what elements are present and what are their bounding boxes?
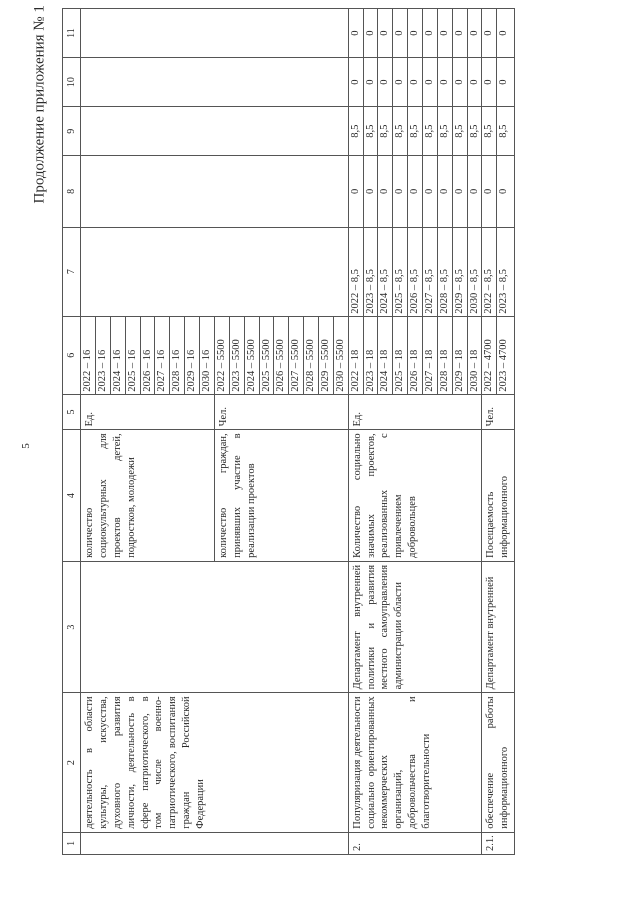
value: 2029 – 18 [453, 317, 468, 394]
empty-cell [81, 227, 348, 316]
col-header: 10 [63, 58, 81, 107]
value: 8,5 [498, 124, 510, 138]
table-row [348, 9, 482, 855]
value: 0 [349, 58, 364, 106]
unit: Ед. [81, 394, 215, 430]
value: 2026 – 18 [408, 317, 423, 394]
col10-values [482, 58, 515, 107]
indicator-name: количество социокультурных для проектов детей, подростков, молодежи [81, 430, 215, 562]
value: 8,5 [438, 107, 453, 155]
unit: Чел. [214, 394, 348, 430]
value: 0 [349, 9, 364, 57]
value: 0 [482, 9, 497, 57]
value: 2029 – 8,5 [453, 228, 468, 316]
executor: Департамент внутренней [482, 561, 515, 693]
col-header: 7 [63, 227, 81, 316]
col-header: 2 [63, 693, 81, 832]
col11-values [482, 9, 515, 58]
value: 2027 – 5500 [289, 317, 304, 394]
value: 2023 – 8,5 [364, 228, 379, 316]
value: 2026 – 16 [141, 317, 156, 394]
value: 0 [364, 9, 379, 57]
col-header: 5 [63, 394, 81, 430]
value: 0 [423, 9, 438, 57]
table-row [482, 9, 515, 855]
empty-cell [81, 58, 348, 107]
value: 0 [408, 58, 423, 106]
value: 2028 – 8,5 [438, 228, 453, 316]
value: 2023 – 5500 [230, 317, 245, 394]
indicator-values [214, 316, 348, 394]
value: 0 [498, 79, 510, 85]
value: 2030 – 16 [201, 349, 213, 392]
event-name: Популяризация деятельности социально ориентированных некоммерческих организаций, добровольчества и благотворительности [348, 693, 482, 832]
col-header: 11 [63, 9, 81, 58]
value: 0 [378, 9, 393, 57]
funding-values [482, 227, 515, 316]
value: 2022 – 8,5 [349, 228, 364, 316]
value: 2028 – 18 [438, 317, 453, 394]
value: 2022 – 18 [349, 317, 364, 394]
row-number: 2. [348, 832, 482, 854]
value: 2023 – 4700 [498, 339, 510, 392]
value: 0 [453, 58, 468, 106]
value: 0 [498, 188, 510, 195]
value: 2026 – 8,5 [408, 228, 423, 316]
executor [81, 561, 348, 693]
empty-cell [81, 107, 348, 156]
indicator-values [348, 316, 482, 394]
value: 0 [349, 156, 364, 226]
value: 2023 – 18 [364, 317, 379, 394]
value: 0 [438, 156, 453, 226]
row-number [81, 832, 348, 854]
value: 2028 – 5500 [304, 317, 319, 394]
value: 0 [364, 156, 379, 226]
header-row [63, 9, 81, 855]
value: 2030 – 5500 [334, 339, 346, 392]
event-name: обеспечение работы информационного [482, 693, 515, 832]
executor: Департамент внутренней политики и развития местного самоуправления администрации области [348, 561, 482, 693]
value: 2029 – 5500 [319, 317, 334, 394]
value: 8,5 [378, 107, 393, 155]
col-header: 3 [63, 561, 81, 693]
indicator-name: количество граждан, принявших участие в реализации проектов [214, 430, 348, 562]
value: 0 [498, 30, 510, 36]
page-number: 5 [19, 443, 32, 449]
value: 8,5 [453, 107, 468, 155]
value: 8,5 [423, 107, 438, 155]
value: 0 [438, 9, 453, 57]
indicator-name: Посещаемость информационного [482, 430, 515, 562]
empty-cell [81, 9, 348, 58]
value: 0 [468, 188, 480, 195]
indicator-values [482, 316, 515, 394]
value: 0 [468, 79, 480, 85]
value: 0 [378, 58, 393, 106]
col-header: 8 [63, 156, 81, 227]
value: 2030 – 8,5 [468, 269, 480, 314]
value: 8,5 [408, 107, 423, 155]
row-number: 2.1. [482, 832, 515, 854]
value: 0 [482, 58, 497, 106]
value: 0 [453, 9, 468, 57]
value: 0 [393, 156, 408, 226]
col8-values [482, 156, 515, 227]
value: 8,5 [364, 107, 379, 155]
value: 0 [393, 58, 408, 106]
value: 2023 – 8,5 [498, 269, 510, 314]
program-table [62, 8, 515, 855]
value: 2025 – 18 [393, 317, 408, 394]
value: 0 [468, 30, 480, 36]
value: 8,5 [349, 107, 364, 155]
value: 2026 – 5500 [274, 317, 289, 394]
value: 2027 – 16 [155, 317, 170, 394]
value: 0 [378, 156, 393, 226]
empty-cell [81, 156, 348, 227]
value: 0 [408, 9, 423, 57]
value: 2027 – 18 [423, 317, 438, 394]
value: 8,5 [393, 107, 408, 155]
value: 2024 – 5500 [245, 317, 260, 394]
value: 8,5 [482, 107, 497, 155]
col-header: 1 [63, 832, 81, 854]
value: 0 [453, 156, 468, 226]
value: 2022 – 16 [81, 317, 96, 394]
col8-values [348, 156, 482, 227]
value: 0 [423, 58, 438, 106]
value: 2022 – 4700 [482, 317, 497, 394]
value: 2025 – 5500 [260, 317, 275, 394]
col-header: 9 [63, 107, 81, 156]
col-header: 4 [63, 430, 81, 562]
table-row [81, 9, 215, 855]
value: 2024 – 8,5 [378, 228, 393, 316]
indicator-name: Количество социально значимых проектов, реализованных с привлечением добровольцев [348, 430, 482, 562]
value: 2028 – 16 [170, 317, 185, 394]
col-header: 6 [63, 316, 81, 394]
value: 2024 – 18 [378, 317, 393, 394]
value: 0 [408, 156, 423, 226]
value: 2025 – 8,5 [393, 228, 408, 316]
value: 2029 – 16 [185, 317, 200, 394]
value: 0 [423, 156, 438, 226]
unit: Чел. [482, 394, 515, 430]
unit: Ед. [348, 394, 482, 430]
col9-values [348, 107, 482, 156]
value: 0 [482, 156, 497, 226]
value: 2022 – 8,5 [482, 228, 497, 316]
event-name: деятельность в области культуры, искусства, духовного развития личности, деятельность в сфере патриотического, в том числе военно-патриотического, воспитания граждан Российской Федерации [81, 693, 348, 832]
appendix-title: Продолжение приложения № 1 [31, 5, 48, 204]
value: 2030 – 18 [468, 349, 480, 392]
col9-values [482, 107, 515, 156]
value: 2024 – 16 [111, 317, 126, 394]
value: 0 [364, 58, 379, 106]
col10-values [348, 58, 482, 107]
rotated-table-container [62, 8, 639, 855]
value: 2025 – 16 [126, 317, 141, 394]
funding-values [348, 227, 482, 316]
value: 8,5 [468, 124, 480, 138]
value: 0 [438, 58, 453, 106]
value: 0 [393, 9, 408, 57]
indicator-values [81, 316, 215, 394]
col11-values [348, 9, 482, 58]
value: 2022 – 5500 [215, 317, 230, 394]
value: 2023 – 16 [96, 317, 111, 394]
value: 2027 – 8,5 [423, 228, 438, 316]
